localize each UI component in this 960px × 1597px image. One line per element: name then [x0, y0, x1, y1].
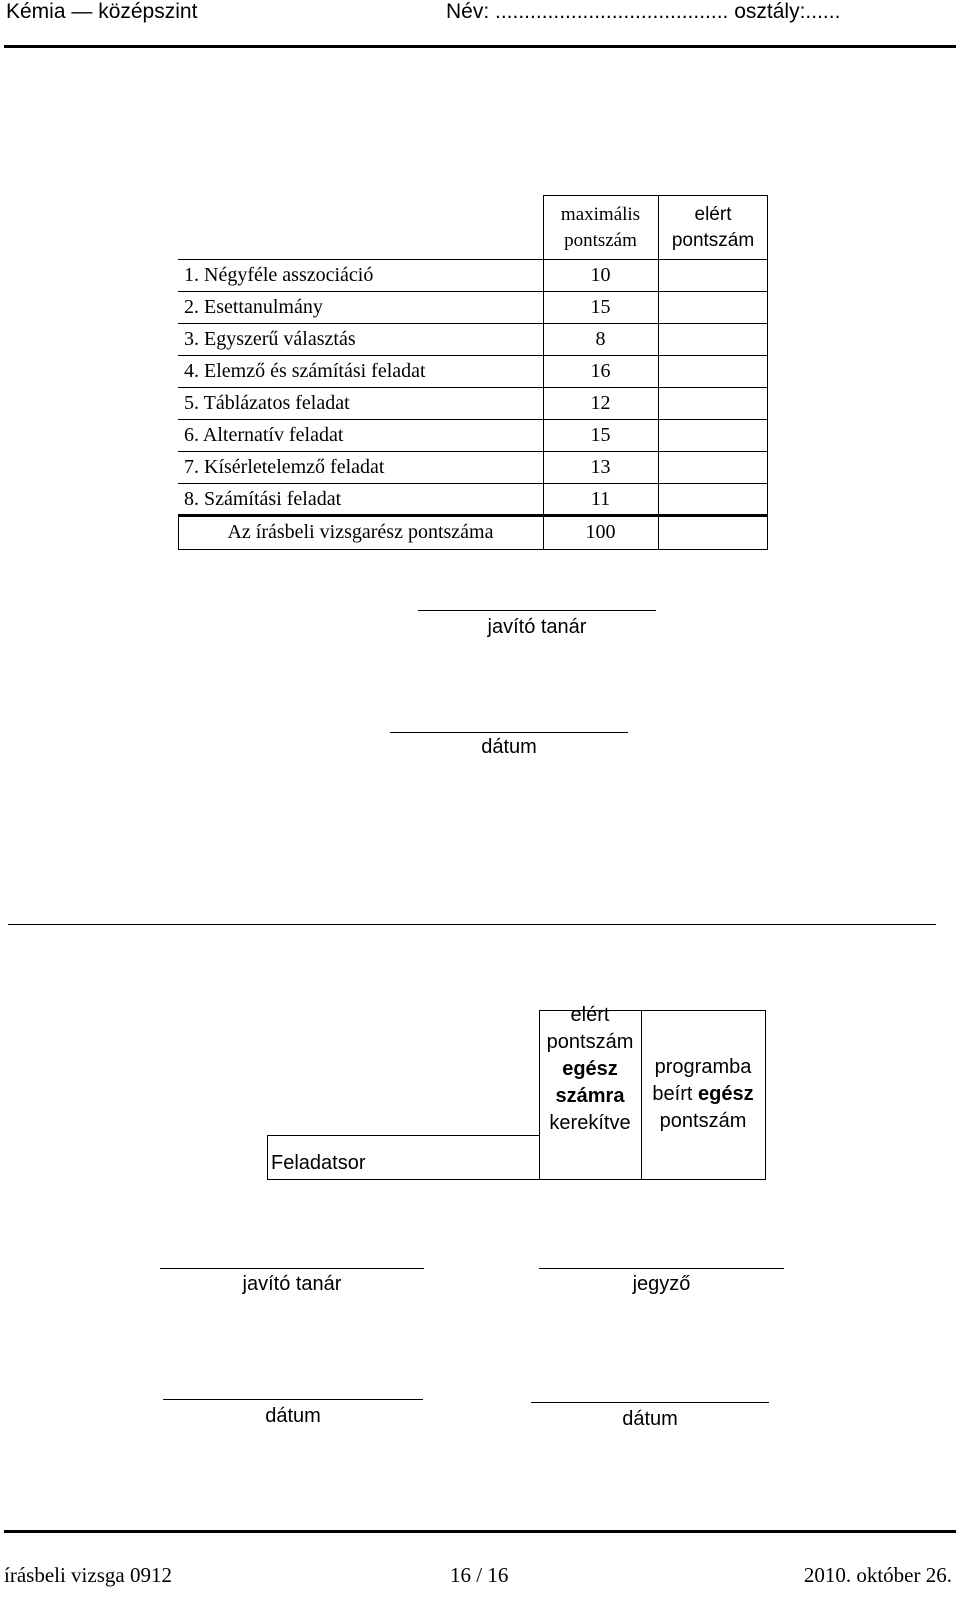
task-max-score: 15 [590, 296, 611, 318]
date-label-left: dátum [265, 1405, 321, 1427]
task-max-score: 8 [595, 328, 606, 350]
date-label-right: dátum [622, 1408, 678, 1430]
header-line: pontszám [546, 1031, 634, 1053]
table-border [267, 1179, 766, 1180]
col-header-achieved: elért pontszám [671, 204, 755, 251]
date-label: dátum [481, 736, 537, 758]
signature-line [390, 732, 628, 733]
header-word: egész [698, 1083, 754, 1105]
table-border [178, 259, 768, 260]
table-border [178, 419, 768, 420]
teacher-signature-label: javító tanár [242, 1273, 342, 1295]
table-border [765, 1010, 766, 1180]
task-max-score: 16 [590, 360, 611, 382]
header-line: pontszám [659, 1110, 747, 1132]
task-label: 8. Számítási feladat [184, 488, 342, 510]
header-line: egész [562, 1058, 618, 1080]
task-label: 3. Egyszerű választás [184, 328, 356, 350]
col-header-max: maximális pontszám [560, 204, 641, 251]
signature-line [539, 1268, 784, 1269]
signature-line [160, 1268, 424, 1269]
col-header-entered-score [641, 1054, 765, 1135]
header-rule [4, 45, 956, 48]
col-header-rounded-score [539, 1002, 641, 1137]
task-label: 1. Négyféle asszociáció [184, 264, 374, 286]
task-label: 4. Elemző és számítási feladat [184, 360, 426, 382]
signature-line [418, 610, 656, 611]
signature-line [163, 1399, 423, 1400]
signature-line [531, 1402, 769, 1403]
header-line [641, 1081, 765, 1108]
table-border [267, 1135, 539, 1136]
task-max-score: 11 [590, 488, 611, 510]
total-label: Az írásbeli vizsgarész pontszáma [227, 521, 494, 543]
score-table [178, 195, 768, 550]
task-label: 6. Alternatív feladat [184, 424, 344, 446]
total-max-score: 100 [585, 521, 616, 543]
table-border [178, 291, 768, 292]
table-border [178, 514, 768, 517]
table-border [178, 483, 768, 484]
task-max-score: 12 [590, 392, 611, 414]
task-max-score: 13 [590, 456, 611, 478]
header-line: számra [555, 1085, 625, 1107]
header-line: kerekítve [549, 1112, 631, 1134]
task-max-score: 15 [590, 424, 611, 446]
header-line: elért [570, 1004, 610, 1026]
teacher-signature-label: javító tanár [487, 616, 587, 638]
footer-exam-code: írásbeli vizsga 0912 [4, 1563, 172, 1587]
task-label: 2. Esettanulmány [184, 296, 323, 318]
footer-rule [4, 1530, 956, 1533]
footer-date: 2010. október 26. [803, 1563, 952, 1587]
table-border [543, 195, 768, 196]
header-name-field: Név: ........................................ osztály:...... [446, 0, 841, 23]
task-max-score: 10 [590, 264, 611, 286]
row-label-feladatsor: Feladatsor [271, 1152, 366, 1174]
section-separator [8, 924, 936, 925]
table-border [178, 549, 768, 550]
header-line: programba [654, 1056, 752, 1078]
table-border [267, 1135, 268, 1180]
final-score-table [267, 1004, 766, 1180]
header-subject: Kémia — középszint [6, 0, 198, 23]
table-border [178, 355, 768, 356]
table-border [178, 451, 768, 452]
task-label: 7. Kísérletelemző feladat [184, 456, 385, 478]
footer-page-number: 16 / 16 [450, 1563, 509, 1587]
table-border [178, 387, 768, 388]
task-label: 5. Táblázatos feladat [184, 392, 350, 414]
header-word: beírt [652, 1083, 693, 1105]
registrar-signature-label: jegyző [632, 1273, 691, 1295]
table-border [178, 323, 768, 324]
